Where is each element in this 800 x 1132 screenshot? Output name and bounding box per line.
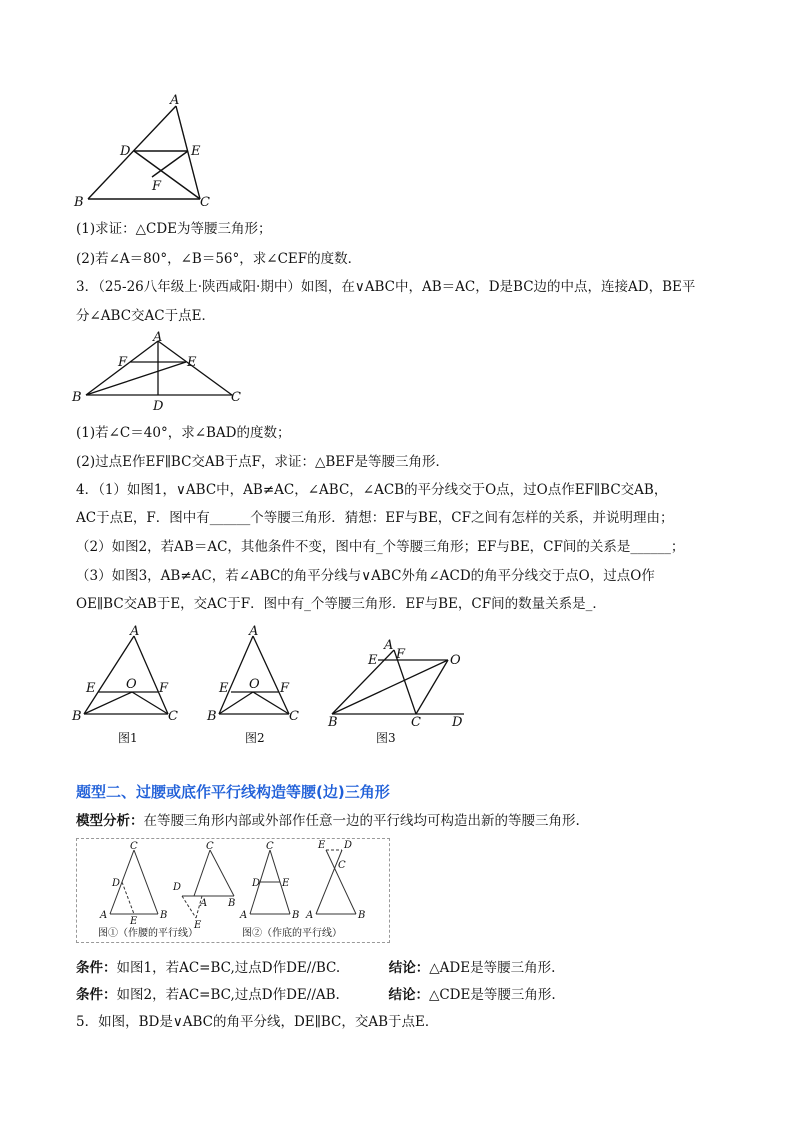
- model-analysis-label: 模型分析：: [76, 813, 144, 829]
- label-a: A: [384, 638, 394, 653]
- question-1-part-2: (2)若∠A＝80°，∠B＝56°，求∠CEF的度数．: [76, 251, 362, 267]
- model-label-d4: D: [344, 840, 353, 851]
- model-label-b4: B: [358, 910, 366, 921]
- label-e: E: [368, 653, 378, 668]
- label-e: E: [86, 681, 96, 696]
- label-c: C: [289, 709, 299, 724]
- model-label-b2: B: [228, 898, 236, 909]
- model-analysis: [76, 811, 580, 831]
- question-3-text: 3．（25-26八年级上·陕西咸阳·期中）如图，在∨ABC中，AB＝AC，D是BC边的中点，连接AD，BE平: [76, 279, 696, 295]
- label-d: D: [153, 399, 164, 414]
- figure-q4-3: [324, 636, 474, 748]
- condition-1: [76, 958, 555, 978]
- label-a: A: [249, 624, 259, 639]
- conclusion-2-text: △CDE是等腰三角形.: [428, 987, 556, 1003]
- figure-triangle-abc-def: [70, 92, 220, 212]
- label-e: E: [219, 681, 229, 696]
- conclusion-2-label: 结论：: [388, 987, 429, 1003]
- condition-1-text: 如图1，若AC=BC,过点D作DE//BC.: [116, 960, 341, 976]
- label-b: B: [207, 709, 217, 724]
- model-label-e1: E: [130, 916, 138, 927]
- label-e: E: [191, 144, 201, 159]
- condition-1-label: 条件：: [76, 960, 117, 976]
- figure-q4-1: [68, 622, 188, 747]
- question-4-part-2: （2）如图2，若AB＝AC，其他条件不变，图中有_个等腰三角形；EF与BE，CF间的关系是______；: [76, 539, 685, 555]
- label-b: B: [72, 709, 82, 724]
- model-label-a1: A: [100, 910, 108, 921]
- label-b: B: [74, 195, 84, 210]
- label-c: C: [411, 715, 421, 730]
- label-f: F: [280, 681, 290, 696]
- question-4-part-3-cont: OE∥BC交AB于E，交AC于F．图中有_个等腰三角形．EF与BE，CF间的数量关系是_．: [76, 596, 606, 612]
- model-label-c1: C: [130, 841, 138, 852]
- label-a: A: [170, 93, 180, 108]
- label-d: D: [120, 144, 131, 159]
- model-label-c4: C: [338, 860, 346, 871]
- model-label-a4: A: [306, 910, 314, 921]
- label-f: F: [118, 355, 128, 370]
- question-5-text: 5．如图，BD是∨ABC的角平分线，DE∥BC，交AB于点E．: [76, 1014, 439, 1030]
- model-label-e4: E: [318, 840, 326, 851]
- figure-q4-2: [203, 622, 323, 747]
- label-c: C: [168, 709, 178, 724]
- label-o: O: [450, 653, 461, 668]
- condition-2: [76, 985, 556, 1005]
- label-b: B: [72, 390, 82, 405]
- label-o: O: [126, 677, 137, 692]
- model-label-e2: E: [194, 920, 202, 931]
- section-heading: 题型二、过腰或底作平行线构造等腰(边)三角形: [76, 783, 390, 801]
- conclusion-1-label: 结论：: [388, 960, 430, 976]
- model-caption-1: 图①（作腰的平行线）: [98, 928, 198, 939]
- model-label-b1: B: [160, 910, 168, 921]
- question-3-text-cont: 分∠ABC交AC于点E．: [76, 308, 215, 324]
- model-label-a3: A: [240, 910, 248, 921]
- model-label-d2: D: [173, 882, 182, 893]
- model-label-b3: B: [292, 910, 300, 921]
- label-o: O: [249, 677, 260, 692]
- caption-figure-3: 图3: [376, 731, 396, 745]
- question-4-part-1: 4．（1）如图1，∨ABC中，AB≠AC，∠ABC，∠ACB的平分线交于O点，过O点作EF∥BC交AB，: [76, 482, 668, 498]
- question-3-part-2: (2)过点E作EF∥BC交AB于点F，求证：△BEF是等腰三角形．: [76, 454, 449, 470]
- model-figures: [76, 838, 388, 941]
- caption-figure-1: 图1: [118, 731, 138, 745]
- model-label-d1: D: [112, 878, 121, 889]
- model-label-c2: C: [206, 841, 214, 852]
- question-4-part-1-cont: AC于点E，F．图中有______个等腰三角形．猜想：EF与BE，CF之间有怎样的关系，并说明理由；: [76, 510, 674, 526]
- label-f: F: [396, 647, 406, 662]
- model-label-d3: D: [252, 878, 261, 889]
- caption-figure-2: 图2: [245, 731, 265, 745]
- question-4-part-3: （3）如图3，AB≠AC，若∠ABC的角平分线与∨ABC外角∠ACD的角平分线交于点O，过点O作: [76, 568, 655, 584]
- label-f: F: [159, 681, 169, 696]
- model-label-a2: A: [200, 898, 208, 909]
- model-analysis-text: 在等腰三角形内部或外部作任意一边的平行线均可构造出新的等腰三角形.: [143, 813, 580, 829]
- label-b: B: [328, 715, 338, 730]
- model-label-c3: C: [266, 841, 274, 852]
- question-1-part-1: (1)求证：△CDE为等腰三角形；: [76, 221, 272, 237]
- condition-2-label: 条件：: [76, 987, 117, 1003]
- label-c: C: [231, 390, 241, 405]
- label-d: D: [452, 715, 463, 730]
- model-label-e3: E: [282, 878, 290, 889]
- figure-triangle-abc-bisector: [70, 330, 250, 414]
- model-caption-2: 图②（作底的平行线）: [242, 928, 342, 939]
- label-c: C: [200, 195, 210, 210]
- label-f: F: [152, 179, 162, 194]
- condition-2-text: 如图2，若AC=BC,过点D作DE//AB.: [116, 987, 340, 1003]
- label-a: A: [130, 624, 140, 639]
- label-e: E: [187, 355, 197, 370]
- question-3-part-1: (1)若∠C＝40°，求∠BAD的度数；: [76, 425, 291, 441]
- conclusion-1-text: △ADE是等腰三角形.: [429, 960, 556, 976]
- label-a: A: [153, 330, 163, 345]
